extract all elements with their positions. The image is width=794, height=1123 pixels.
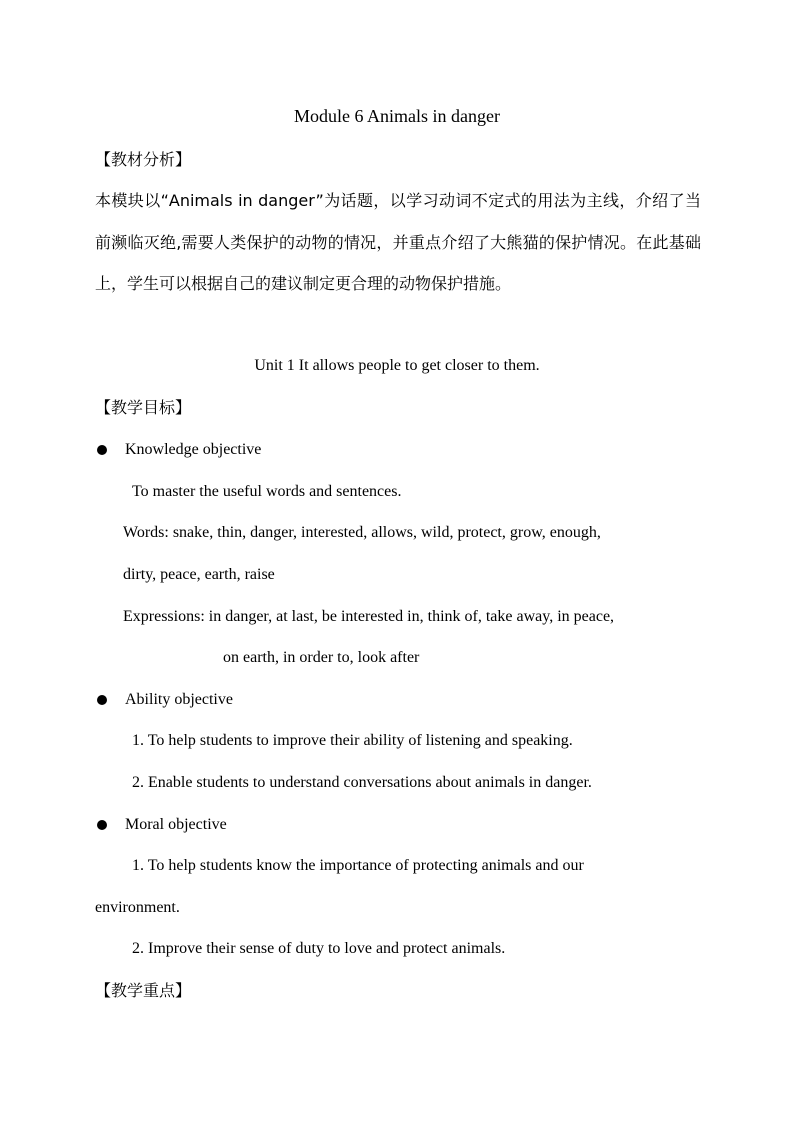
bullet-dot-icon (97, 820, 107, 830)
moral-item-2: 2. Improve their sense of duty to love and protect animals. (132, 940, 506, 957)
document-title: Module 6 Animals in danger (294, 106, 500, 126)
bullet-dot-icon (97, 445, 107, 455)
knowledge-line-master: To master the useful words and sentences. (132, 483, 402, 500)
ability-objective-label: Ability objective (125, 691, 233, 708)
heading-teaching-key-points: 【教学重点】 (95, 981, 192, 1000)
unit-title: Unit 1 It allows people to get closer to them. (254, 357, 540, 374)
bullet-knowledge-objective (95, 440, 261, 460)
bullet-moral-objective (95, 815, 227, 835)
knowledge-expressions-line1: Expressions: in danger, at last, be interested in, think of, take away, in peace, (123, 608, 615, 625)
knowledge-words-line1: Words: snake, thin, danger, interested, allows, wild, protect, grow, enough, (123, 524, 601, 541)
ability-item-1: 1. To help students to improve their ability of listening and speaking. (132, 732, 573, 749)
moral-item-1-line2: environment. (95, 899, 180, 916)
knowledge-words-line2: dirty, peace, earth, raise (123, 566, 275, 583)
analysis-paragraph: 本模块以“Animals in danger”为话题，以学习动词不定式的用法为主线，介绍了当前濒临灭绝,需要人类保护的动物的情况，并重点介绍了大熊猫的保护情况。在此基础上，学生可以根据自己的建议制定更合理的动物保护措施。 (95, 191, 701, 293)
moral-item-1-line1: 1. To help students know the importance of protecting animals and our (132, 857, 584, 874)
bullet-ability-objective (95, 690, 233, 710)
bullet-dot-icon (97, 695, 107, 705)
ability-item-2: 2. Enable students to understand conversations about animals in danger. (132, 774, 592, 791)
heading-teaching-objectives: 【教学目标】 (95, 398, 192, 417)
knowledge-objective-label: Knowledge objective (125, 441, 262, 458)
heading-textbook-analysis: 【教材分析】 (95, 150, 192, 169)
knowledge-expressions-line2: on earth, in order to, look after (223, 649, 420, 666)
moral-objective-label: Moral objective (125, 816, 227, 833)
